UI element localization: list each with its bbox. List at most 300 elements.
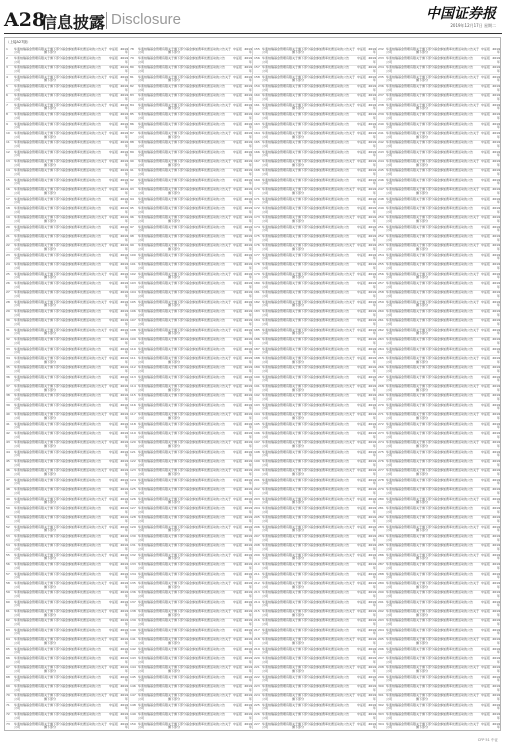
row-title: 关于旗下部分基金参加费率优惠活动的公告: [292, 505, 350, 510]
row-number: 55: [6, 552, 10, 557]
row-date: 2019年: [368, 637, 376, 645]
table-row: [378, 216, 500, 225]
row-company: 华泰柏瑞基金管理有限公司: [14, 234, 45, 242]
row-media: 中证报: [233, 280, 243, 285]
row-title: 关于旗下部分基金参加费率优惠活动的公告: [416, 337, 474, 342]
row-title: 关于旗下部分基金参加费率优惠活动的公告关于旗下部分: [44, 102, 108, 111]
row-date: 2019年: [244, 712, 252, 720]
table-row: [130, 47, 252, 56]
row-number: 293: [378, 618, 384, 623]
row-company: 华泰柏瑞基金管理有限公司: [386, 280, 417, 289]
row-title: 关于旗下部分基金参加费率优惠活动的公告关于旗下部分: [168, 299, 232, 308]
row-media: 中证报: [109, 496, 119, 501]
row-date: 2019年: [368, 346, 376, 355]
row-title: 关于旗下部分基金参加费率优惠活动的公告: [168, 477, 226, 482]
row-media: 中证报: [109, 468, 119, 473]
row-title: 关于旗下部分基金参加费率优惠活动的公告: [292, 684, 350, 689]
row-date: 2019年: [368, 327, 376, 336]
row-company: 华泰柏瑞基金管理有限公司: [262, 590, 293, 598]
row-date: 2019年: [368, 449, 376, 458]
row-date: 2019年: [492, 449, 500, 458]
row-media: 中证报: [233, 55, 243, 60]
row-media: 中证报: [357, 655, 367, 660]
row-title: 关于旗下部分基金参加费率优惠活动的公告: [292, 93, 350, 98]
row-media: 中证报: [109, 421, 119, 426]
row-title: 关于旗下部分基金参加费率优惠活动的公告: [292, 449, 350, 454]
row-title: 关于旗下部分基金参加费率优惠活动的公告关于旗下部分: [168, 271, 232, 280]
row-date: 2019年: [492, 402, 500, 411]
row-title: 关于旗下部分基金参加费率优惠活动的公告关于旗下部分: [292, 440, 356, 448]
row-number: 41: [6, 421, 10, 426]
row-company: 华泰柏瑞基金管理有限公司: [386, 187, 417, 195]
row-media: 中证报: [233, 702, 243, 707]
row-date: 2019年: [244, 562, 252, 570]
table-column-1: [6, 47, 128, 729]
row-date: 2019年: [492, 374, 500, 383]
row-company: 华泰柏瑞基金管理有限公司: [262, 412, 293, 420]
row-company: 华泰柏瑞基金管理有限公司: [138, 262, 169, 270]
row-media: 中证报: [481, 571, 491, 576]
row-date: 2019年: [492, 318, 500, 327]
row-date: 2019年: [120, 721, 128, 729]
row-number: 264: [378, 346, 384, 351]
row-company: 华泰柏瑞基金管理有限公司: [14, 702, 45, 711]
row-number: 48: [6, 487, 10, 492]
row-media: 中证报: [109, 271, 119, 276]
row-title: 关于旗下部分基金参加费率优惠活动的公告: [416, 571, 474, 576]
row-company: 华泰柏瑞基金管理有限公司: [386, 637, 417, 645]
row-company: 华泰柏瑞基金管理有限公司: [138, 393, 169, 402]
row-media: 中证报: [481, 55, 491, 60]
row-date: 2019年: [120, 327, 128, 336]
row-number: 291: [378, 599, 384, 604]
row-media: 中证报: [357, 684, 367, 689]
row-media: 中证报: [481, 327, 491, 332]
row-title: 关于旗下部分基金参加费率优惠活动的公告关于旗下部分: [168, 468, 232, 477]
row-date: 2019年: [120, 599, 128, 608]
table-row: [6, 197, 128, 206]
row-company: 华泰柏瑞基金管理有限公司: [14, 84, 45, 92]
row-media: 中证报: [233, 684, 243, 689]
row-company: 华泰柏瑞基金管理有限公司: [14, 252, 45, 261]
row-number: 134: [130, 571, 136, 576]
row-number: 270: [378, 402, 384, 407]
row-number: 112: [130, 365, 136, 370]
row-company: 华泰柏瑞基金管理有限公司: [262, 693, 293, 702]
row-number: 33: [6, 346, 10, 351]
row-media: 中证报: [481, 196, 491, 201]
row-number: 226: [254, 712, 260, 717]
row-title: 关于旗下部分基金参加费率优惠活动的公告关于旗下部分: [416, 74, 480, 83]
row-date: 2019年: [120, 693, 128, 702]
row-number: 96: [130, 215, 134, 220]
table-row: [130, 319, 252, 328]
row-company: 华泰柏瑞基金管理有限公司: [386, 121, 417, 130]
row-title: 关于旗下部分基金参加费率优惠活动的公告关于旗下部分: [416, 552, 480, 561]
row-date: 2019年: [244, 449, 252, 458]
table-row: [130, 591, 252, 600]
row-media: 中证报: [481, 243, 491, 248]
row-date: 2019年: [368, 384, 376, 392]
row-title: 关于旗下部分基金参加费率优惠活动的公告: [416, 534, 474, 539]
row-number: 187: [254, 346, 260, 351]
row-date: 2019年: [120, 430, 128, 439]
row-number: 65: [6, 646, 10, 651]
row-date: 2019年: [244, 515, 252, 523]
row-date: 2019年: [120, 102, 128, 111]
row-media: 中证报: [481, 215, 491, 220]
row-date: 2019年: [492, 721, 500, 729]
row-title: 关于旗下部分基金参加费率优惠活动的公告关于旗下部分: [44, 47, 108, 55]
row-date: 2019年: [244, 468, 252, 477]
row-title: 关于旗下部分基金参加费率优惠活动的公告: [44, 252, 102, 257]
row-title: 关于旗下部分基金参加费率优惠活动的公告: [168, 374, 226, 379]
row-company: 华泰柏瑞基金管理有限公司: [138, 280, 169, 289]
row-media: 中证报: [233, 543, 243, 548]
row-media: 中证报: [481, 187, 491, 192]
row-media: 中证报: [109, 121, 119, 126]
row-media: 中证报: [481, 280, 491, 285]
row-number: 244: [378, 159, 384, 164]
row-company: 华泰柏瑞基金管理有限公司: [262, 684, 293, 692]
row-date: 2019年: [368, 130, 376, 139]
row-date: 2019年: [492, 665, 500, 673]
table-row: [254, 188, 376, 197]
row-number: 4: [6, 74, 8, 79]
row-media: 中证报: [357, 140, 367, 145]
row-number: 81: [130, 74, 134, 79]
row-title: 关于旗下部分基金参加费率优惠活动的公告: [44, 505, 102, 510]
row-company: 华泰柏瑞基金管理有限公司: [138, 271, 169, 280]
row-media: 中证报: [233, 140, 243, 145]
row-title: 关于旗下部分基金参加费率优惠活动的公告: [44, 93, 102, 98]
row-company: 华泰柏瑞基金管理有限公司: [386, 196, 417, 205]
row-media: 中证报: [233, 318, 243, 323]
row-date: 2019年: [368, 412, 376, 420]
row-number: 227: [254, 721, 260, 726]
row-date: 2019年: [368, 543, 376, 552]
table-row: [130, 666, 252, 675]
row-title: 关于旗下部分基金参加费率优惠活动的公告: [292, 402, 350, 407]
table-row: [254, 619, 376, 628]
row-date: 2019年: [368, 674, 376, 683]
row-company: 华泰柏瑞基金管理有限公司: [138, 637, 169, 645]
row-company: 华泰柏瑞基金管理有限公司: [138, 215, 169, 223]
row-date: 2019年: [368, 599, 376, 608]
row-title: 关于旗下部分基金参加费率优惠活动的公告关于旗下部分: [168, 524, 232, 533]
row-number: 64: [6, 637, 10, 642]
row-number: 177: [254, 252, 260, 257]
row-date: 2019年: [368, 524, 376, 533]
row-number: 274: [378, 440, 384, 445]
row-media: 中证报: [109, 590, 119, 595]
row-media: 中证报: [109, 477, 119, 482]
row-company: 华泰柏瑞基金管理有限公司: [262, 121, 293, 130]
table-row: [130, 366, 252, 375]
row-title: 关于旗下部分基金参加费率优惠活动的公告: [168, 93, 226, 98]
row-company: 华泰柏瑞基金管理有限公司: [386, 440, 417, 448]
row-company: 华泰柏瑞基金管理有限公司: [14, 47, 45, 55]
row-company: 华泰柏瑞基金管理有限公司: [262, 440, 293, 448]
row-title: 关于旗下部分基金参加费率优惠活动的公告关于旗下部分: [292, 412, 356, 420]
row-number: 210: [254, 562, 260, 567]
row-date: 2019年: [244, 93, 252, 102]
row-date: 2019年: [368, 280, 376, 289]
row-media: 中证报: [109, 234, 119, 239]
row-media: 中证报: [481, 346, 491, 351]
row-title: 关于旗下部分基金参加费率优惠活动的公告: [44, 196, 102, 201]
row-media: 中证报: [109, 627, 119, 632]
row-number: 262: [378, 327, 384, 332]
row-media: 中证报: [481, 234, 491, 239]
row-number: 17: [6, 196, 10, 201]
row-number: 166: [254, 149, 260, 154]
row-date: 2019年: [492, 627, 500, 636]
row-media: 中证报: [233, 234, 243, 239]
row-media: 中证报: [233, 130, 243, 135]
row-media: 中证报: [109, 693, 119, 698]
row-date: 2019年: [120, 609, 128, 617]
row-media: 中证报: [357, 205, 367, 210]
row-title: 关于旗下部分基金参加费率优惠活动的公告关于旗下部分: [292, 637, 356, 645]
row-number: 304: [378, 721, 384, 726]
row-title: 关于旗下部分基金参加费率优惠活动的公告: [292, 374, 350, 379]
table-row: [130, 722, 252, 729]
row-title: 关于旗下部分基金参加费率优惠活动的公告: [292, 534, 350, 539]
row-number: 22: [6, 243, 10, 248]
row-media: 中证报: [109, 674, 119, 679]
row-title: 关于旗下部分基金参加费率优惠活动的公告: [168, 309, 226, 314]
row-company: 华泰柏瑞基金管理有限公司: [386, 393, 417, 402]
row-date: 2019年: [368, 262, 376, 270]
row-media: 中证报: [233, 487, 243, 492]
row-title: 关于旗下部分基金参加费率优惠活动的公告: [292, 618, 350, 623]
row-company: 华泰柏瑞基金管理有限公司: [386, 430, 417, 439]
row-company: 华泰柏瑞基金管理有限公司: [14, 440, 45, 448]
row-media: 中证报: [109, 337, 119, 342]
row-media: 中证报: [481, 412, 491, 417]
row-number: 7: [6, 102, 8, 107]
row-media: 中证报: [357, 290, 367, 295]
row-title: 关于旗下部分基金参加费率优惠活动的公告关于旗下部分: [292, 159, 356, 167]
row-media: 中证报: [233, 449, 243, 454]
row-date: 2019年: [368, 374, 376, 383]
table-row: [378, 66, 500, 75]
row-company: 华泰柏瑞基金管理有限公司: [262, 571, 293, 580]
row-number: 42: [6, 430, 10, 435]
row-date: 2019年: [492, 580, 500, 589]
row-media: 中证报: [109, 412, 119, 417]
row-title: 关于旗下部分基金参加费率优惠活动的公告: [416, 421, 474, 426]
row-company: 华泰柏瑞基金管理有限公司: [262, 234, 293, 242]
row-number: 164: [254, 130, 260, 135]
row-date: 2019年: [244, 243, 252, 252]
row-number: 114: [130, 384, 136, 389]
table-row: [6, 47, 128, 56]
row-company: 华泰柏瑞基金管理有限公司: [262, 196, 293, 205]
row-title: 关于旗下部分基金参加费率优惠活动的公告关于旗下部分: [44, 552, 108, 561]
row-date: 2019年: [120, 534, 128, 542]
row-title: 关于旗下部分基金参加费率优惠活动的公告: [44, 534, 102, 539]
table-row: [254, 141, 376, 150]
row-company: 华泰柏瑞基金管理有限公司: [138, 112, 169, 120]
row-media: 中证报: [233, 187, 243, 192]
row-number: 6: [6, 93, 8, 98]
row-date: 2019年: [120, 402, 128, 411]
row-date: 2019年: [120, 252, 128, 261]
row-media: 中证报: [109, 646, 119, 651]
row-date: 2019年: [244, 365, 252, 373]
row-title: 关于旗下部分基金参加费率优惠活动的公告: [44, 280, 102, 285]
row-media: 中证报: [233, 637, 243, 642]
row-media: 中证报: [481, 440, 491, 445]
row-media: 中证报: [109, 65, 119, 70]
row-number: 98: [130, 234, 134, 239]
row-number: 239: [378, 112, 384, 117]
row-media: 中证报: [481, 121, 491, 126]
row-company: 华泰柏瑞基金管理有限公司: [386, 327, 417, 336]
row-number: 32: [6, 337, 10, 342]
table-row: [6, 544, 128, 553]
row-title: 关于旗下部分基金参加费率优惠活动的公告: [44, 168, 102, 173]
row-title: 关于旗下部分基金参加费率优惠活动的公告: [292, 121, 350, 126]
row-title: 关于旗下部分基金参加费率优惠活动的公告: [416, 646, 474, 651]
row-company: 华泰柏瑞基金管理有限公司: [262, 712, 293, 720]
table-row: [378, 516, 500, 525]
row-company: 华泰柏瑞基金管理有限公司: [14, 468, 45, 477]
row-number: 30: [6, 318, 10, 323]
row-title: 关于旗下部分基金参加费率优惠活动的公告关于旗下部分: [292, 74, 356, 83]
row-number: 159: [254, 84, 260, 89]
table-row: [378, 347, 500, 356]
row-title: 关于旗下部分基金参加费率优惠活动的公告: [416, 234, 474, 239]
row-date: 2019年: [492, 646, 500, 655]
row-media: 中证报: [357, 299, 367, 304]
table-row: [6, 169, 128, 178]
row-title: 关于旗下部分基金参加费率优惠活动的公告关于旗下部分: [292, 580, 356, 589]
table-row: [130, 422, 252, 431]
row-title: 关于旗下部分基金参加费率优惠活动的公告: [168, 534, 226, 539]
row-number: 199: [254, 459, 260, 464]
row-number: 198: [254, 449, 260, 454]
table-row: [6, 469, 128, 478]
row-media: 中证报: [233, 374, 243, 379]
row-company: 华泰柏瑞基金管理有限公司: [386, 112, 417, 120]
row-media: 中证报: [233, 93, 243, 98]
row-date: 2019年: [368, 562, 376, 570]
row-date: 2019年: [368, 393, 376, 402]
row-title: 关于旗下部分基金参加费率优惠活动的公告: [416, 149, 474, 154]
row-date: 2019年: [492, 534, 500, 542]
row-company: 华泰柏瑞基金管理有限公司: [262, 609, 293, 617]
row-title: 关于旗下部分基金参加费率优惠活动的公告: [416, 590, 474, 595]
row-company: 华泰柏瑞基金管理有限公司: [138, 196, 169, 205]
row-company: 华泰柏瑞基金管理有限公司: [138, 674, 169, 683]
row-company: 华泰柏瑞基金管理有限公司: [386, 580, 417, 589]
row-number: 204: [254, 505, 260, 510]
row-date: 2019年: [492, 93, 500, 102]
row-date: 2019年: [244, 684, 252, 692]
row-number: 279: [378, 487, 384, 492]
row-company: 华泰柏瑞基金管理有限公司: [138, 177, 169, 186]
row-date: 2019年: [120, 196, 128, 205]
row-company: 华泰柏瑞基金管理有限公司: [138, 655, 169, 664]
row-company: 华泰柏瑞基金管理有限公司: [386, 468, 417, 477]
row-company: 华泰柏瑞基金管理有限公司: [138, 590, 169, 598]
table-row: [130, 66, 252, 75]
row-number: 135: [130, 580, 136, 585]
row-date: 2019年: [120, 712, 128, 720]
row-date: 2019年: [492, 674, 500, 683]
table-row: [6, 713, 128, 722]
row-date: 2019年: [120, 74, 128, 83]
row-date: 2019年: [492, 346, 500, 355]
row-title: 关于旗下部分基金参加费率优惠活动的公告关于旗下部分: [416, 721, 480, 729]
row-company: 华泰柏瑞基金管理有限公司: [262, 459, 293, 467]
row-company: 华泰柏瑞基金管理有限公司: [14, 271, 45, 280]
row-date: 2019年: [492, 412, 500, 420]
row-date: 2019年: [492, 112, 500, 120]
row-date: 2019年: [244, 346, 252, 355]
row-media: 中证报: [109, 355, 119, 360]
row-company: 华泰柏瑞基金管理有限公司: [262, 515, 293, 523]
row-date: 2019年: [244, 702, 252, 711]
row-date: 2019年: [368, 252, 376, 261]
row-date: 2019年: [492, 562, 500, 570]
row-company: 华泰柏瑞基金管理有限公司: [138, 84, 169, 92]
row-date: 2019年: [120, 646, 128, 655]
table-row: [6, 394, 128, 403]
table-row: [130, 347, 252, 356]
row-title: 关于旗下部分基金参加费率优惠活动的公告: [416, 430, 474, 435]
table-row: [130, 169, 252, 178]
row-date: 2019年: [244, 309, 252, 317]
row-title: 关于旗下部分基金参加费率优惠活动的公告关于旗下部分: [44, 693, 108, 702]
row-company: 华泰柏瑞基金管理有限公司: [138, 468, 169, 477]
row-number: 168: [254, 168, 260, 173]
row-date: 2019年: [368, 271, 376, 280]
row-company: 华泰柏瑞基金管理有限公司: [14, 637, 45, 645]
table-row: [378, 497, 500, 506]
row-company: 华泰柏瑞基金管理有限公司: [262, 505, 293, 514]
table-row: [6, 694, 128, 703]
row-company: 华泰柏瑞基金管理有限公司: [14, 477, 45, 486]
table-row: [130, 647, 252, 656]
row-title: 关于旗下部分基金参加费率优惠活动的公告: [168, 234, 226, 239]
row-media: 中证报: [109, 402, 119, 407]
row-company: 华泰柏瑞基金管理有限公司: [262, 252, 293, 261]
row-number: 83: [130, 93, 134, 98]
row-number: 249: [378, 205, 384, 210]
row-number: 232: [378, 47, 384, 51]
row-date: 2019年: [368, 721, 376, 729]
row-date: 2019年: [120, 168, 128, 177]
row-number: 212: [254, 580, 260, 585]
row-date: 2019年: [244, 112, 252, 120]
row-media: 中证报: [481, 646, 491, 651]
table-row: [378, 563, 500, 572]
row-media: 中证报: [481, 449, 491, 454]
row-title: 关于旗下部分基金参加费率优惠活动的公告: [416, 318, 474, 323]
row-date: 2019年: [368, 84, 376, 92]
row-company: 华泰柏瑞基金管理有限公司: [138, 290, 169, 298]
row-company: 华泰柏瑞基金管理有限公司: [138, 140, 169, 148]
row-number: 51: [6, 515, 10, 520]
row-number: 186: [254, 337, 260, 342]
row-media: 中证报: [357, 449, 367, 454]
row-company: 华泰柏瑞基金管理有限公司: [138, 562, 169, 570]
row-company: 华泰柏瑞基金管理有限公司: [138, 684, 169, 692]
